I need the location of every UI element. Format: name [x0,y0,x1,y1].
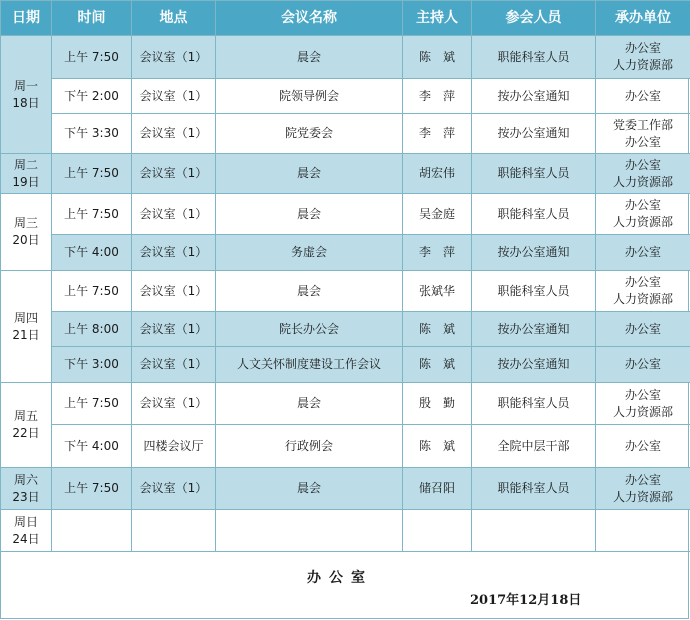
cell-attendees: 职能科室人员 [472,154,596,194]
cell-meeting [216,510,403,552]
day-cell-mon [1,36,52,154]
table-row [1,154,690,194]
cell-host: 陈 斌 [403,425,472,468]
table-row [1,425,690,468]
cell-place: 会议室（1） [132,312,216,347]
cell-place: 会议室（1） [132,271,216,312]
cell-host: 李 萍 [403,114,472,154]
cell-organizer [596,36,690,79]
cell-host: 张斌华 [403,271,472,312]
cell-organizer [596,194,690,235]
table-row [1,114,690,154]
day-label: 周二 [13,157,38,172]
organizer-line: 办公室 [624,472,661,487]
organizer-line: 办公室 [624,387,661,402]
table-row [1,79,690,114]
cell-time: 下午 4:00 [52,235,132,271]
cell-place: 会议室（1） [132,114,216,154]
cell-host: 储召阳 [403,468,472,510]
cell-meeting: 晨会 [216,194,403,235]
footer-office: 办公室 [307,570,373,586]
day-cell-sun [1,510,52,552]
cell-meeting: 晨会 [216,36,403,79]
cell-time: 下午 2:00 [52,79,132,114]
cell-attendees: 职能科室人员 [472,36,596,79]
cell-attendees: 按办公室通知 [472,347,596,383]
organizer-line: 人力资源部 [612,215,673,229]
table-row [1,383,690,425]
day-label: 周六 [13,472,38,487]
cell-meeting: 人文关怀制度建设工作会议 [216,347,403,383]
day-date: 18日 [12,95,40,110]
cell-attendees: 职能科室人员 [472,468,596,510]
cell-host: 陈 斌 [403,36,472,79]
organizer-line: 人力资源部 [612,404,673,419]
cell-host: 胡宏伟 [403,154,472,194]
cell-organizer: 办公室 [596,79,690,114]
cell-time: 上午 7:50 [52,383,132,425]
cell-organizer: 办公室 [596,235,690,271]
cell-host: 吴金庭 [403,194,472,235]
cell-attendees: 职能科室人员 [472,271,596,312]
cell-attendees: 按办公室通知 [472,235,596,271]
day-cell-sat [1,468,52,510]
organizer-line: 党委工作部 [612,117,673,132]
day-date: 22日 [12,426,40,440]
cell-time: 上午 7:50 [52,194,132,235]
day-date: 23日 [12,489,40,504]
cell-place: 会议室（1） [132,154,216,194]
cell-attendees: 按办公室通知 [472,114,596,154]
organizer-line: 人力资源部 [612,292,673,306]
cell-place: 会议室（1） [132,468,216,510]
cell-meeting: 院党委会 [216,114,403,154]
table-row [1,194,690,235]
cell-attendees: 职能科室人员 [472,194,596,235]
header-row [1,1,690,36]
day-date: 24日 [12,531,40,546]
day-label: 周五 [13,409,38,423]
header-date: 日期 [1,1,52,36]
cell-host: 李 萍 [403,79,472,114]
cell-place: 会议室（1） [132,79,216,114]
cell-time: 上午 8:00 [52,312,132,347]
day-date: 19日 [12,174,40,189]
cell-place: 会议室（1） [132,347,216,383]
day-label: 周一 [13,78,38,93]
organizer-line: 办公室 [624,275,661,289]
organizer-line: 办公室 [624,198,661,212]
cell-place: 会议室（1） [132,235,216,271]
footer-date: 2017年12月18日 [470,593,582,608]
cell-time [52,510,132,552]
cell-attendees: 全院中层干部 [472,425,596,468]
table-row [1,347,690,383]
cell-meeting: 晨会 [216,271,403,312]
cell-organizer [596,114,690,154]
cell-meeting: 晨会 [216,154,403,194]
cell-place: 四楼会议厅 [132,425,216,468]
day-date: 20日 [12,233,40,247]
cell-meeting: 院领导例会 [216,79,403,114]
cell-meeting: 行政例会 [216,425,403,468]
organizer-line: 办公室 [624,41,661,55]
header-host: 主持人 [403,1,472,36]
day-date: 21日 [12,327,40,342]
cell-place: 会议室（1） [132,36,216,79]
cell-attendees: 按办公室通知 [472,79,596,114]
table-row [1,36,690,79]
organizer-line: 人力资源部 [612,174,673,189]
day-cell-tue [1,154,52,194]
cell-time: 下午 3:00 [52,347,132,383]
cell-host: 陈 斌 [403,347,472,383]
cell-meeting: 务虚会 [216,235,403,271]
day-label: 周三 [13,216,38,230]
cell-host: 李 萍 [403,235,472,271]
cell-meeting: 晨会 [216,383,403,425]
cell-attendees [472,510,596,552]
day-cell-wed [1,194,52,271]
cell-meeting: 院长办公会 [216,312,403,347]
cell-place: 会议室（1） [132,383,216,425]
table-row [1,271,690,312]
cell-host: 殷 勤 [403,383,472,425]
header-meeting: 会议名称 [216,1,403,36]
cell-organizer [596,154,690,194]
organizer-line: 办公室 [624,134,661,149]
table-row [1,312,690,347]
header-time: 时间 [52,1,132,36]
header-attendees: 参会人员 [472,1,596,36]
cell-organizer [596,271,690,312]
day-cell-fri [1,383,52,468]
organizer-line: 人力资源部 [612,58,673,72]
day-label: 周日 [13,514,38,529]
cell-time: 下午 3:30 [52,114,132,154]
cell-time: 上午 7:50 [52,36,132,79]
day-label: 周四 [13,310,38,325]
cell-organizer: 办公室 [596,347,690,383]
cell-attendees: 按办公室通知 [472,312,596,347]
cell-organizer: 办公室 [596,312,690,347]
cell-time: 上午 7:50 [52,468,132,510]
cell-time: 上午 7:50 [52,154,132,194]
cell-organizer [596,510,690,552]
cell-time: 下午 4:00 [52,425,132,468]
header-place: 地点 [132,1,216,36]
cell-place [132,510,216,552]
table-row [1,468,690,510]
day-cell-thu [1,271,52,383]
cell-organizer: 办公室 [596,425,690,468]
cell-host: 陈 斌 [403,312,472,347]
cell-meeting: 晨会 [216,468,403,510]
table-row [1,235,690,271]
cell-organizer [596,468,690,510]
organizer-line: 办公室 [624,157,661,172]
cell-place: 会议室（1） [132,194,216,235]
table-row [1,510,690,552]
cell-organizer [596,383,690,425]
cell-attendees: 职能科室人员 [472,383,596,425]
cell-host [403,510,472,552]
header-organizer: 承办单位 [596,1,690,36]
organizer-line: 人力资源部 [612,489,673,504]
cell-time: 上午 7:50 [52,271,132,312]
